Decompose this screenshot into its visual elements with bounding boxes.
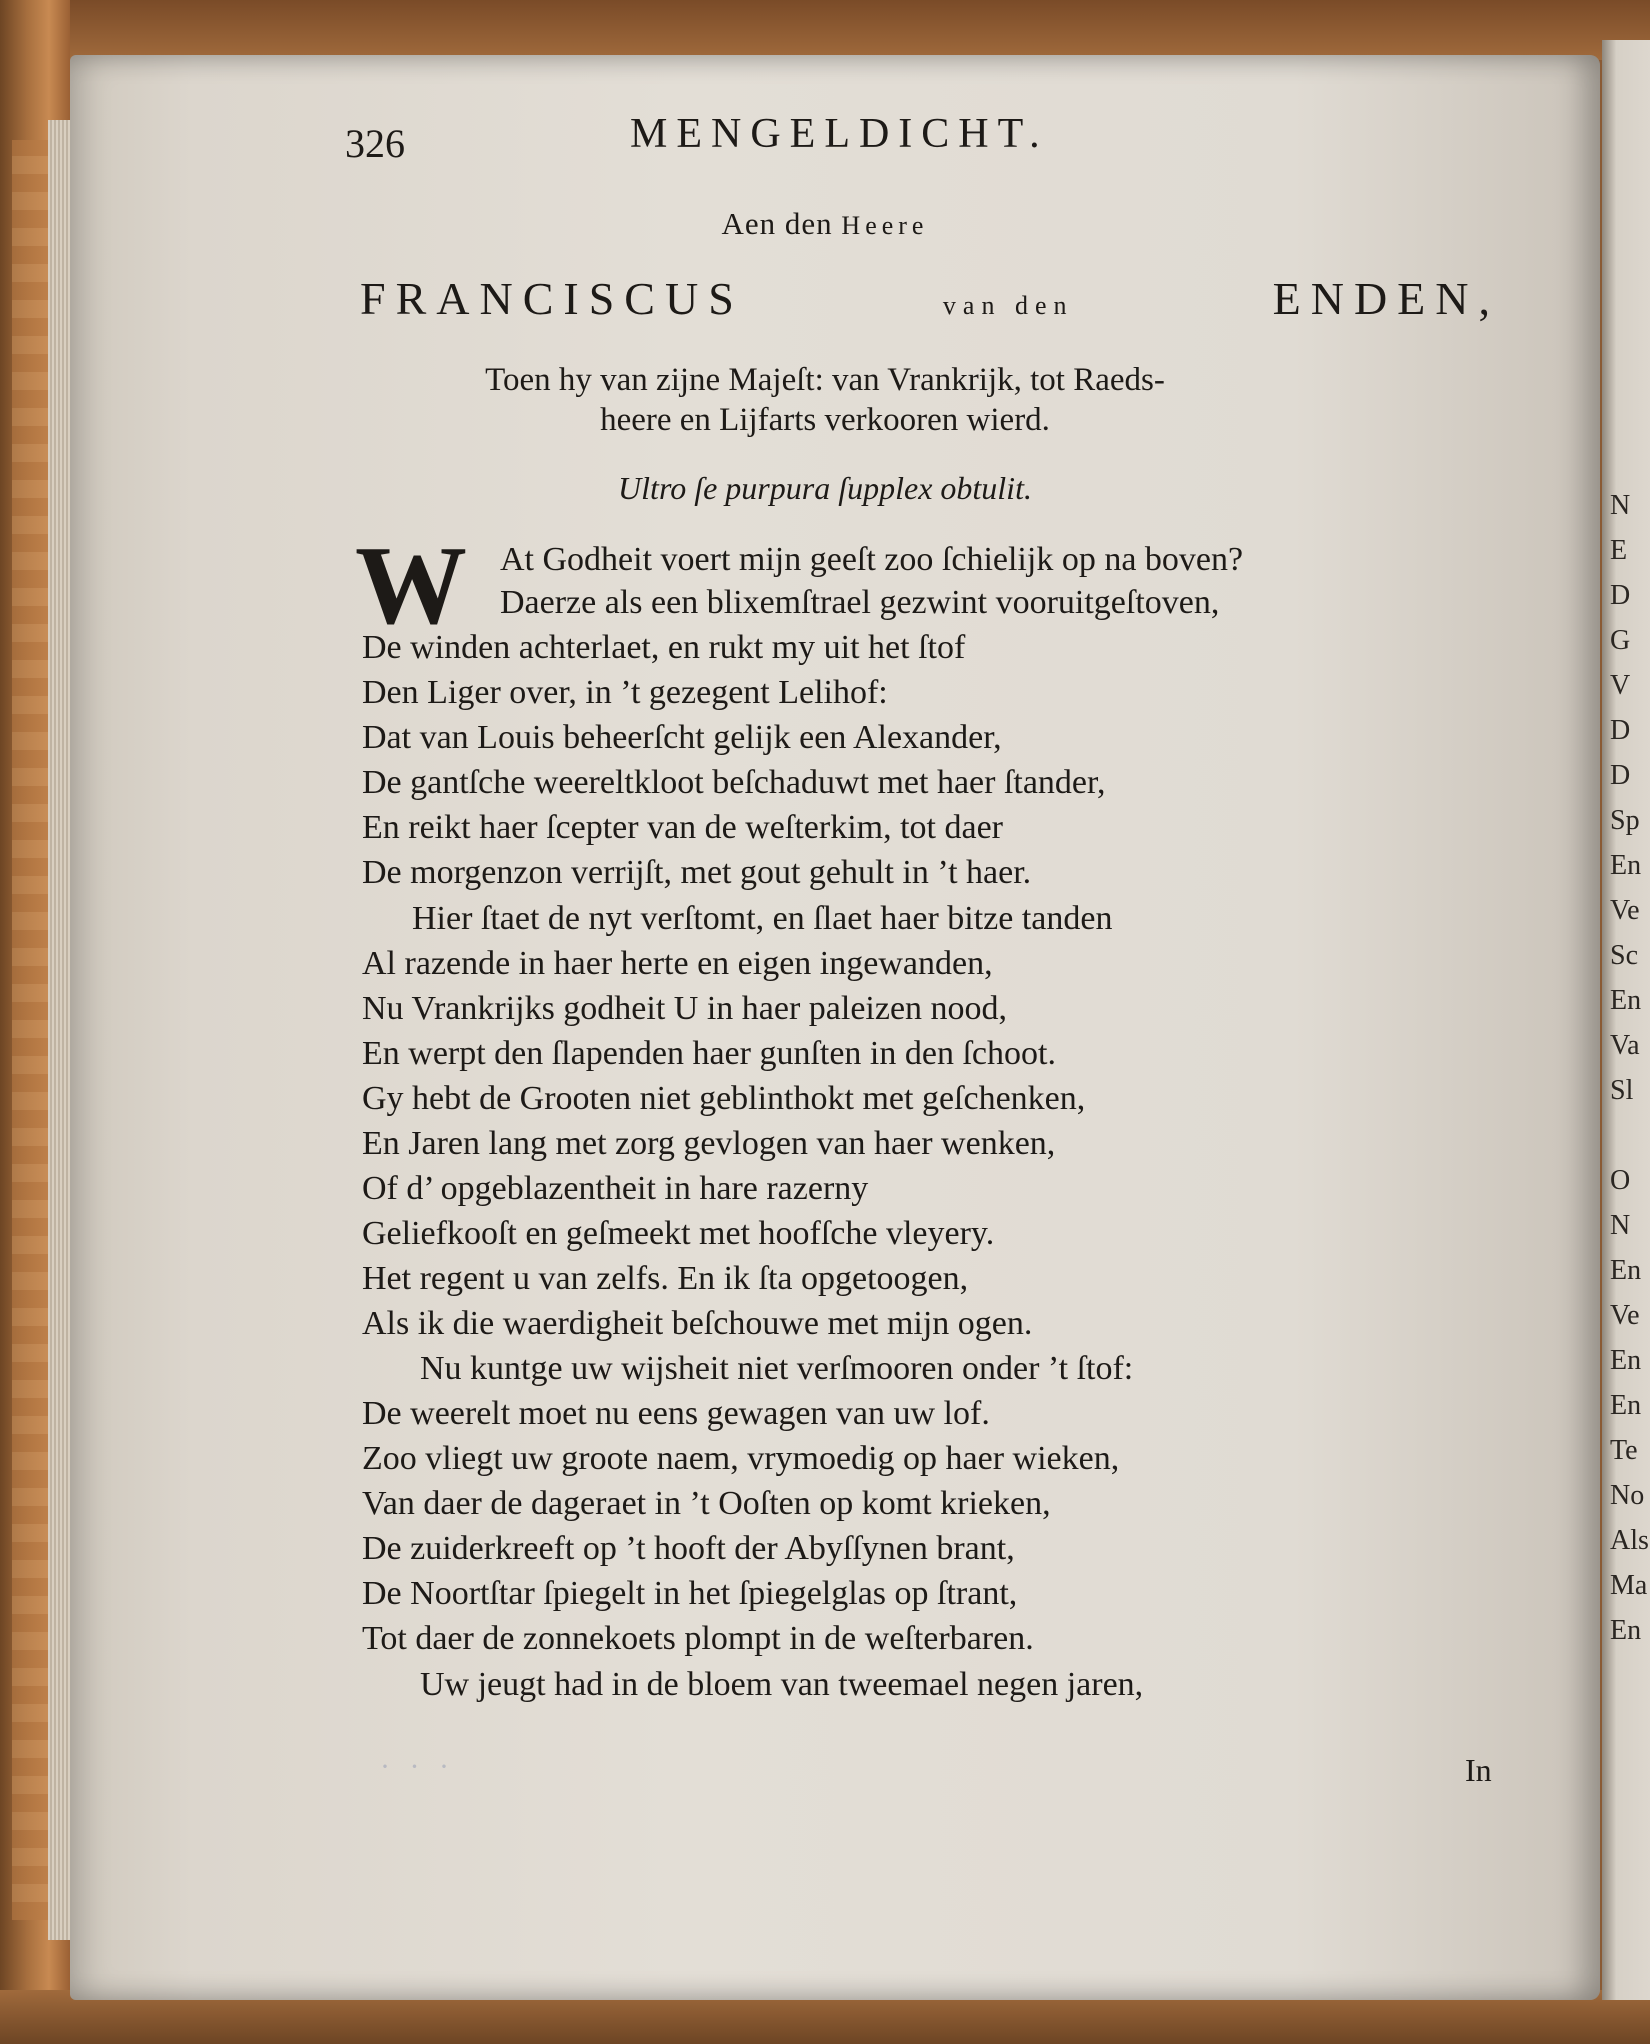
poem-line: De Noortſtar ſpiegelt in het ſpiegelglas op ſtrant, [362,1575,1018,1612]
poem-line: Al razende in haer herte en eigen ingewanden, [362,945,993,982]
facing-page-fragment: No [1610,1480,1645,1511]
poem-line: De winden achterlaet, en rukt my uit het ſtof [362,629,966,666]
poem-line: Als ik die waerdigheit beſchouwe met mijn ogen. [362,1305,1033,1342]
catchword: In [1465,1752,1492,1788]
facing-page-fragment: Ma [1610,1570,1648,1601]
poem-line: Hier ſtaet de nyt verſtomt, en ſlaet haer bitze tanden [412,900,1113,937]
name-last: ENDEN, [1272,273,1500,324]
facing-page-fragment: En [1610,850,1642,881]
drop-cap: W [355,524,463,648]
poem-line: En werpt den ſlapenden haer gunſten in den ſchoot. [362,1035,1056,1072]
facing-page-fragment: D [1610,580,1631,611]
poem-line: At Godheit voert mijn geeſt zoo ſchielijk op na boven? [500,541,1244,578]
facing-page-fragment: G [1610,625,1631,656]
facing-page-fragment: Te [1610,1435,1638,1466]
poem-line: Nu Vrankrijks godheit U in haer paleizen nood, [362,990,1008,1027]
facing-page-fragment: N [1610,1210,1631,1241]
poem-line: Uw jeugt had in de bloem van tweemael negen jaren, [420,1666,1144,1703]
facing-page-fragment: En [1610,1390,1642,1421]
dedication-title: Heere [841,211,929,240]
facing-page-fragment: D [1610,715,1631,746]
poem-line: Den Liger over, in ’t gezegent Lelihof: [362,674,888,711]
poem-line: Het regent u van zelfs. En ik ſta opgetoogen, [362,1260,969,1297]
facing-page-fragment: O [1610,1165,1631,1196]
facing-page-fragment: En [1610,1345,1642,1376]
facing-page-fragment: E [1610,535,1628,566]
poem-line: Dat van Louis beheerſcht gelijk een Alexander, [362,719,1002,756]
name-first: FRANCISCUS [360,273,744,324]
subtitle-line-2: heere en Lijfarts verkooren wierd. [600,402,1050,438]
facing-page-fragment: Va [1610,1030,1640,1061]
poem-line: Tot daer de zonnekoets plompt in de weſterbaren. [362,1620,1034,1657]
facing-page-fragment: En [1610,985,1642,1016]
dedication-line [0,206,1650,242]
poem-line: Of d’ opgeblazentheit in hare razerny [362,1170,869,1207]
book-page [70,55,1600,2000]
facing-page-fragment: Ve [1610,1300,1640,1331]
facing-page-fragment: D [1610,760,1631,791]
poem-line: De zuiderkreeft op ’t hooft der Abyſſynen brant, [362,1530,1015,1567]
running-head: MENGELDICHT. [630,111,1049,157]
facing-page-fragment: Sl [1610,1075,1634,1106]
facing-page-fragment: En [1610,1615,1642,1646]
facing-page-fragment: Ve [1610,895,1640,926]
latin-motto: Ultro ſe purpura ſupplex obtulit. [618,470,1032,506]
page-number: 326 [345,121,405,166]
dedication-prefix: Aen den [721,206,842,241]
facing-page-edge [1602,40,1650,2000]
poem-line: Van daer de dageraet in ’t Ooſten op komt krieken, [362,1485,1051,1522]
facing-page-fragment: Sc [1610,940,1638,971]
name-middle: van den [942,291,1074,320]
facing-page-fragment: En [1610,1255,1642,1286]
facing-page-fragment: Als [1610,1525,1649,1556]
facing-page-fragment: Sp [1610,805,1640,836]
poem-line: De weerelt moet nu eens gewagen van uw lof. [362,1395,990,1432]
facing-page-fragment: N [1610,490,1631,521]
poem-line: Zoo vliegt uw groote naem, vrymoedig op haer wieken, [362,1440,1120,1477]
poem-line: Daerze als een blixemſtrael gezwint vooruitgeſtoven, [500,584,1220,621]
poem-line: Geliefkooſt en geſmeekt met hoofſche vleyery. [362,1215,995,1252]
show-through-text: · · · [380,1750,455,1783]
subtitle-line-1: Toen hy van zijne Majeſt: van Vrankrijk, tot Raeds- [485,362,1165,398]
book-cover-top [0,0,1650,60]
poem-line: Nu kuntge uw wijsheit niet verſmooren onder ’t ſtof: [420,1350,1134,1387]
poem-line: De morgenzon verrijſt, met gout gehult in ’t haer. [362,854,1032,891]
facing-page-fragment: V [1610,670,1631,701]
poem-line: En reikt haer ſcepter van de weſterkim, tot daer [362,809,1003,846]
dedicatee-name [360,272,1500,325]
poem-line: Gy hebt de Grooten niet geblinthokt met geſchenken, [362,1080,1086,1117]
poem-line: En Jaren lang met zorg gevlogen van haer wenken, [362,1125,1056,1162]
poem-line: De gantſche weereltkloot beſchaduwt met haer ſtander, [362,764,1106,801]
